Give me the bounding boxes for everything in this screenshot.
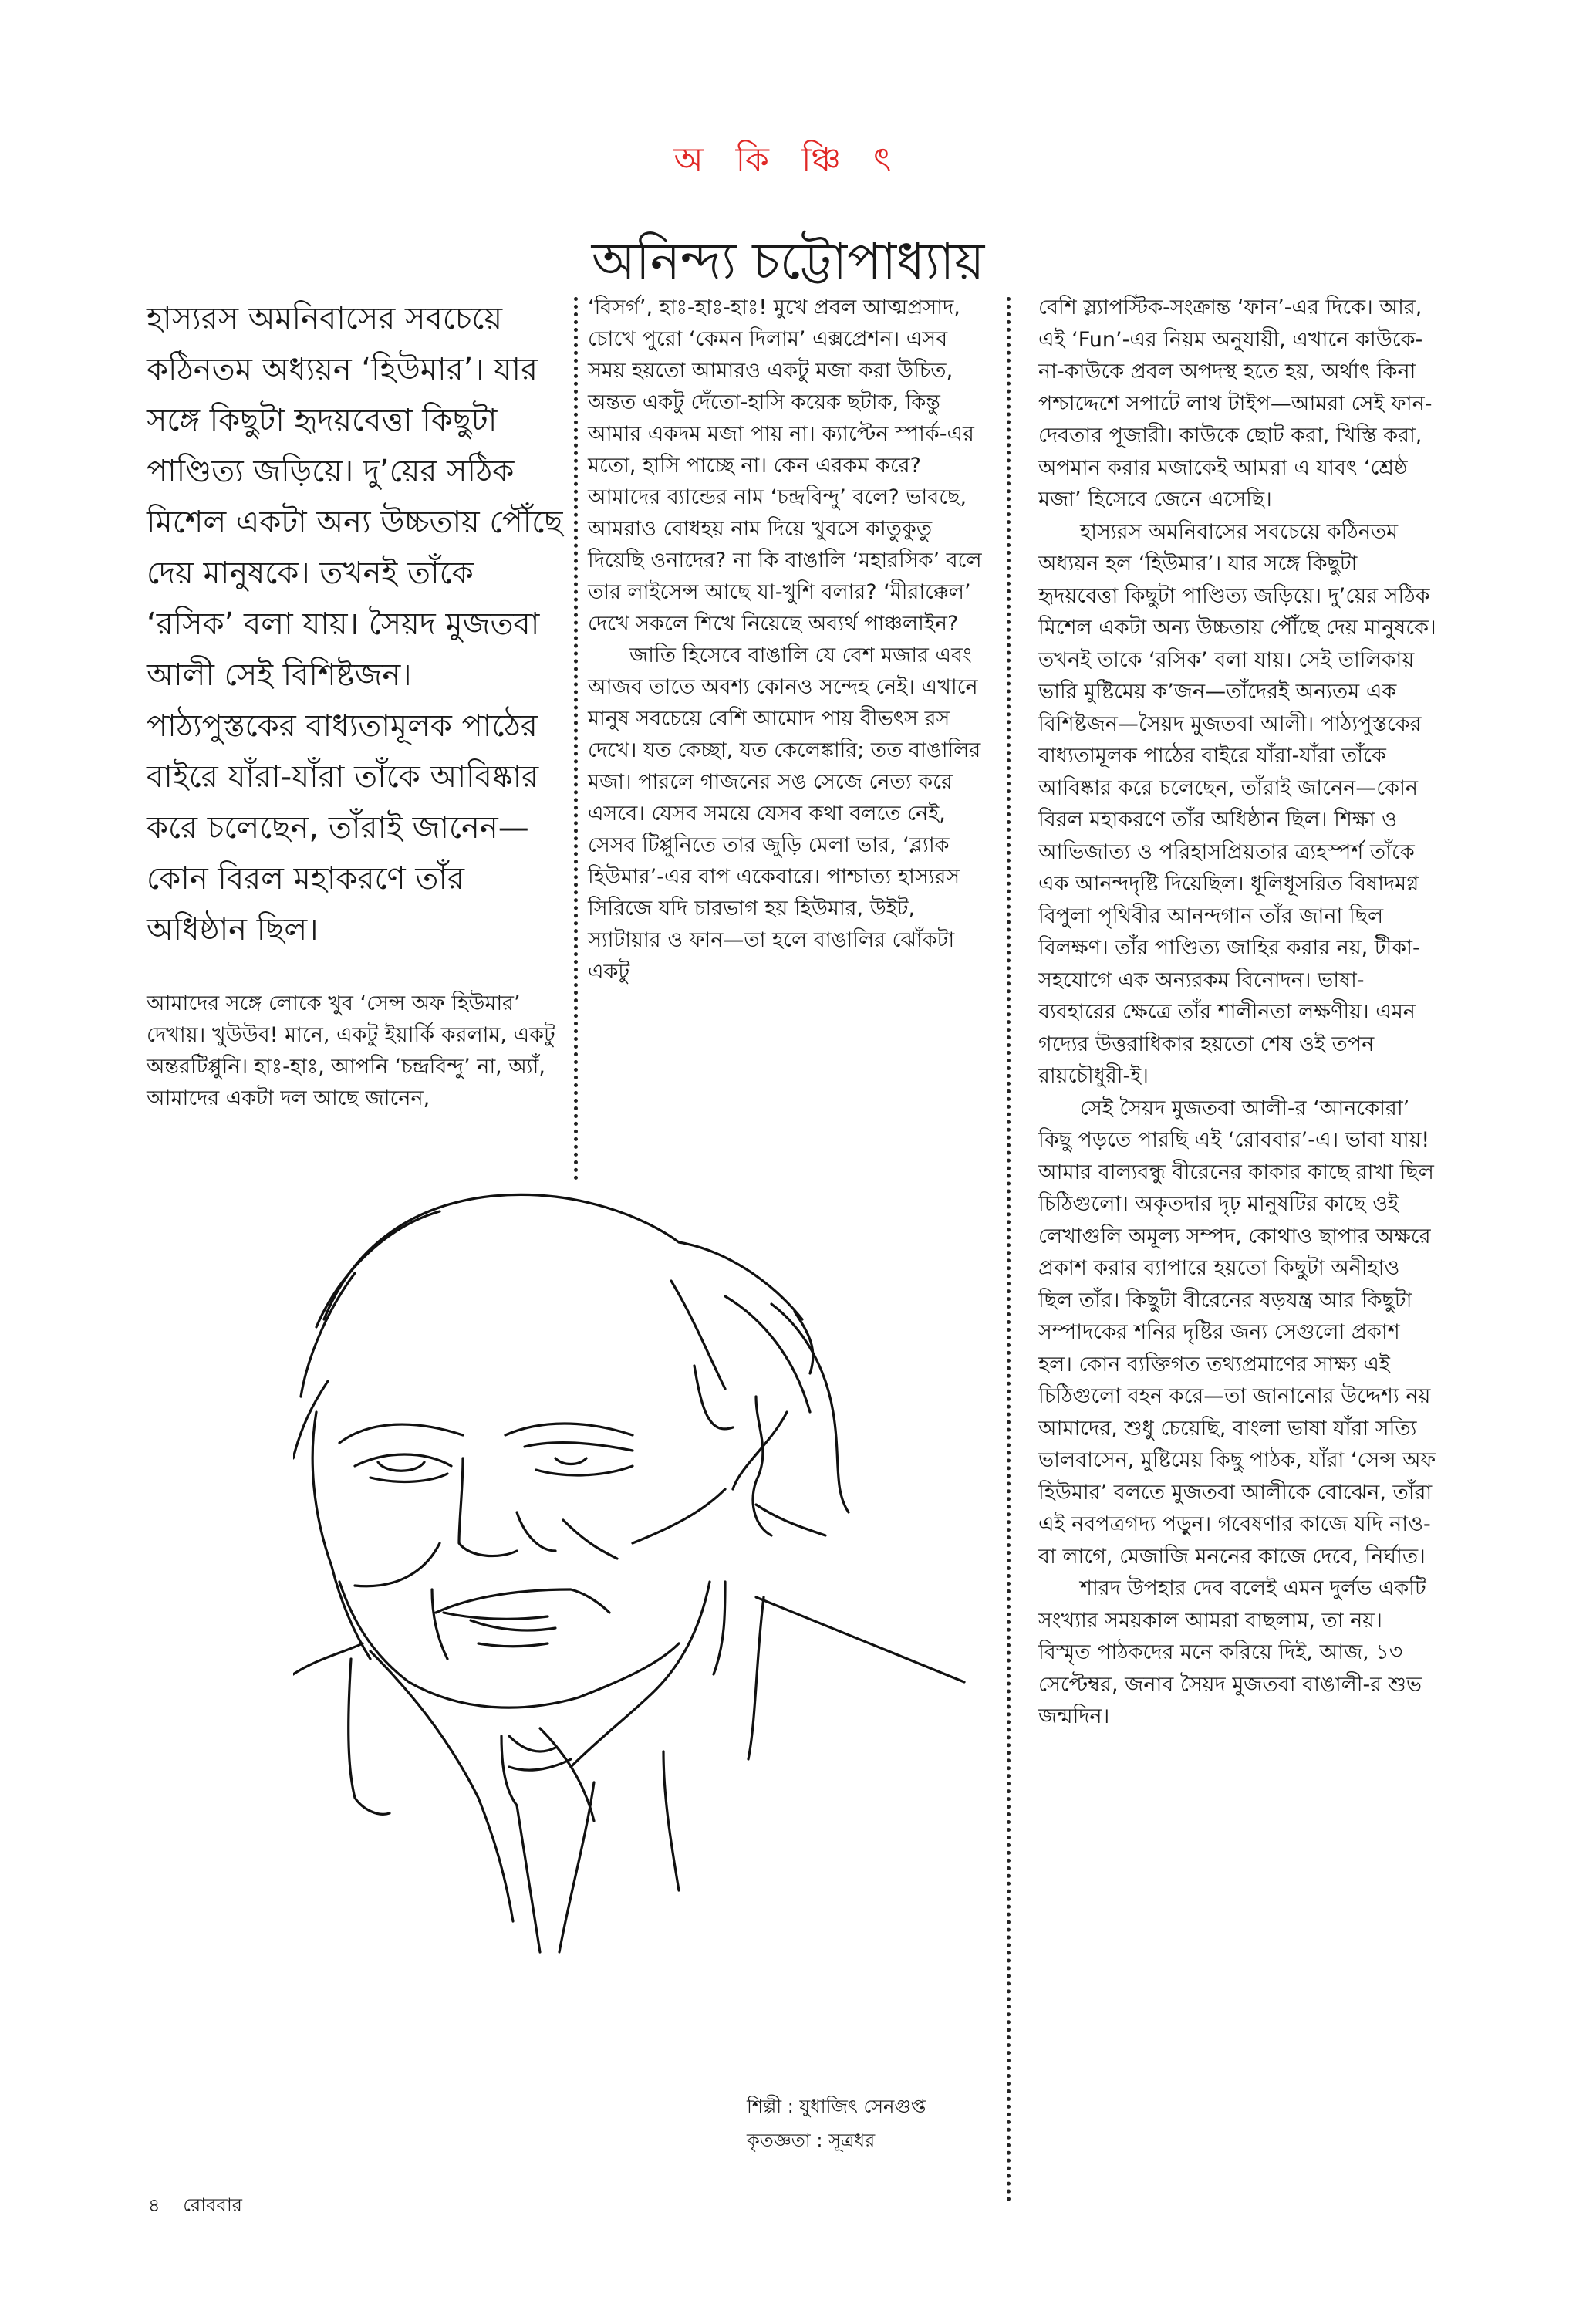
courtesy-credit: কৃতজ্ঞতা : সূত্রধর (747, 2130, 876, 2151)
body-paragraph: ‘বিসর্গ’, হাঃ-হাঃ-হাঃ! মুখে প্রবল আত্মপ্রসাদ, চোখে পুরো ‘কেমন দিলাম’ এক্সপ্রেশন। এসব সময় হয়তো আমারও একটু মজা করা উচিত, অন্তত একটু দেঁতো-হাসি কয়েক ছটাক, কিন্তু আমার একদম মজা পায় না। ক্যাপ্টেন স্পার্ক-এর মতো, হাসি পাচ্ছে না। কেন এরকম করে? আমাদের ব্যান্ডের নাম ‘চন্দ্রবিন্দু’ বলে? ভাবছে, আমরাও বোধহয় নাম দিয়ে খুবসে কাতুকুতু দিয়েছি ওনাদের? না কি বাঙালি ‘মহারসিক’ বলে তার লাইসেন্স আছে যা-খুশি বলার? ‘মীরাক্কেল’ দেখে সকলে শিখে নিয়েছে অব্যর্থ পাঞ্চলাইন? (588, 296, 982, 636)
middle-column (588, 292, 989, 988)
author-name: অনিন্দ্য চট্টোপাধ্যায় (591, 231, 985, 292)
column-divider (574, 297, 578, 1181)
body-paragraph: শারদ উপহার দেব বলেই এমন দুর্লভ একটি সংখ্যার সময়কাল আমরা বাছলাম, তা নয়। বিস্মৃত পাঠকদের মনে করিয়ে দিই, আজ, ১৩ সেপ্টেম্বর, জনাব সৈয়দ মুজতবা বাঙালী-র শুভ জন্মদিন। (1038, 1576, 1426, 1728)
right-column (1038, 292, 1439, 1733)
page-footer (148, 2190, 259, 2221)
portrait-illustration (293, 1181, 987, 2068)
publication-name: রোববার (183, 2194, 242, 2216)
artist-credit: শিল্পী : যুধাজিৎ সেনগুপ্ত (747, 2096, 926, 2117)
lede-paragraph: হাস্যরস অমনিবাসের সবচেয়ে কঠিনতম অধ্যয়ন ‘হিউমার’। যার সঙ্গে কিছুটা হৃদয়বেত্তা কিছুটা পাণ্ডিত্য জড়িয়ে। দু’য়ের সঠিক মিশেল একটা অন্য উচ্চতায় পৌঁছে দেয় মানুষকে। তখনই তাঁকে ‘রসিক’ বলা যায়। সৈয়দ মুজতবা আলী সেই বিশিষ্টজন। পাঠ্যপুস্তকের বাধ্যতামূলক পাঠের বাইরে যাঁরা-যাঁরা তাঁকে আবিষ্কার করে চলেছেন, তাঁরাই জানেন—কোন বিরল মহাকরণে তাঁর অধিষ্ঠান ছিল। (147, 301, 563, 948)
body-paragraph: হাস্যরস অমনিবাসের সবচেয়ে কঠিনতম অধ্যয়ন হল ‘হিউমার’। যার সঙ্গে কিছুটা হৃদয়বেত্তা কিছুটা পাণ্ডিত্য জড়িয়ে। দু’য়ের সঠিক মিশেল একটা অন্য উচ্চতায় পৌঁছে দেয় মানুষকে। তখনই তাকে ‘রসিক’ বলা যায়। সেই তালিকায় ভারি মুষ্টিমেয় ক’জন—তাঁদেরই অন্যতম এক বিশিষ্টজন—সৈয়দ মুজতবা আলী। পাঠ্যপুস্তকের বাধ্যতামূলক পাঠের বাইরে যাঁরা-যাঁরা তাঁকে আবিষ্কার করে চলেছেন, তাঁরাই জানেন—কোন বিরল মহাকরণে তাঁর অধিষ্ঠান ছিল। শিক্ষা ও আভিজাত্য ও পরিহাসপ্রিয়তার ত্র্যহস্পর্শ তাঁকে এক আনন্দদৃষ্টি দিয়েছিল। ধূলিধূসরিত বিষাদমগ্ন বিপুলা পৃথিবীর আনন্দগান তাঁর জানা ছিল বিলক্ষণ। তাঁর পাণ্ডিত্য জাহির করার নয়, টীকা-সহযোগে এক অন্যরকম বিনোদন। ভাষা-ব্যবহারের ক্ষেত্রে তাঁর শালীনতা লক্ষণীয়। এমন গদ্যের উত্তরাধিকার হয়তো শেষ ওই তপন রায়চৌধুরী-ই। (1038, 519, 1436, 1088)
body-paragraph: আমাদের সঙ্গে লোকে খুব ‘সেন্স অফ হিউমার’ দেখায়। খুউউব! মানে, একটু ইয়ার্কি করলাম, একটু অন্তরটিপ্পুনি। হাঃ-হাঃ, আপনি ‘চন্দ্রবিন্দু’ না, অ্যাঁ, আমাদের একটা দল আছে জানেন, (147, 991, 555, 1110)
column-divider (1007, 297, 1011, 2203)
body-paragraph: সেই সৈয়দ মুজতবা আলী-র ‘আনকোরা’ কিছু পড়তে পারছি এই ‘রোববার’-এ। ভাবা যায়! আমার বাল্যবন্ধু বীরেনের কাকার কাছে রাখা ছিল চিঠিগুলো। অকৃতদার দৃঢ় মানুষটির কাছে ওই লেখাগুলি অমূল্য সম্পদ, কোথাও ছাপার অক্ষরে প্রকাশ করার ব্যাপারে হয়তো কিছুটা অনীহাও ছিল তাঁর। কিছুটা বীরেনের ষড়যন্ত্র আর কিছুটা সম্পাদকের শনির দৃষ্টির জন্য সেগুলো প্রকাশ হল। কোন ব্যক্তিগত তথ্যপ্রমাণের সাক্ষ্য এই চিঠিগুলো বহন করে—তা জানানোর উদ্দেশ্য নয় আমাদের, শুধু চেয়েছি, বাংলা ভাষা যাঁরা সত্যি ভালবাসেন, মুষ্টিমেয় কিছু পাঠক, যাঁরা ‘সেন্স অফ হিউমার’ বলতে মুজতবা আলীকে বোঝেন, তাঁরা এই নবপত্রগদ্য পড়ুন। গবেষণার কাজে যদি নাও-বা লাগে, মেজাজি মননের কাজে দেবে, নির্ঘাত। (1038, 1096, 1436, 1569)
page-number: ৪ (148, 2194, 160, 2216)
series-title: অ কি ঞ্চি ৎ (673, 140, 903, 180)
intro-column (147, 988, 567, 1114)
body-paragraph: বেশি স্ল্যাপস্টিক-সংক্রান্ত ‘ফান’-এর দিকে। আর, এই ‘Fun’-এর নিয়ম অনুযায়ী, এখানে কাউকে-না-কাউকে প্রবল অপদস্থ হতে হয়, অর্থাৎ কিনা পশ্চাদ্দেশে সপাটে লাথ টাইপ—আমরা সেই ফান-দেবতার পূজারী। কাউকে ছোট করা, খিস্তি করা, অপমান করার মজাকেই আমরা এ যাবৎ ‘শ্রেষ্ঠ মজা’ হিসেবে জেনে এসেছি। (1038, 296, 1433, 512)
lede-column (147, 293, 567, 955)
portrait-jaw-and-collar (293, 1582, 964, 1952)
body-paragraph: জাতি হিসেবে বাঙালি যে বেশ মজার এবং আজব তাতে অবশ্য কোনও সন্দেহ নেই। এখানে মানুষ সবচেয়ে বেশি আমোদ পায় বীভৎস রস দেখে। যত কেচ্ছা, যত কেলেঙ্কারি; তত বাঙালির মজা। পারলে গাজনের সঙ সেজে নেত্য করে এসবে। যেসব সময়ে যেসব কথা বলতে নেই, সেসব টিপ্পুনিতে তার জুড়ি মেলা ভার, ‘ব্ল্যাক হিউমার’-এর বাপ একেবারে। পাশ্চাত্য হাস্যরস সিরিজে যদি চারভাগ হয় হিউমার, উইট, স্যাটায়ার ও ফান—তা হলে বাঙালির ঝোঁকটা একটু (588, 643, 981, 984)
portrait-face (339, 1424, 725, 1659)
illustration-caption (747, 2089, 1001, 2157)
